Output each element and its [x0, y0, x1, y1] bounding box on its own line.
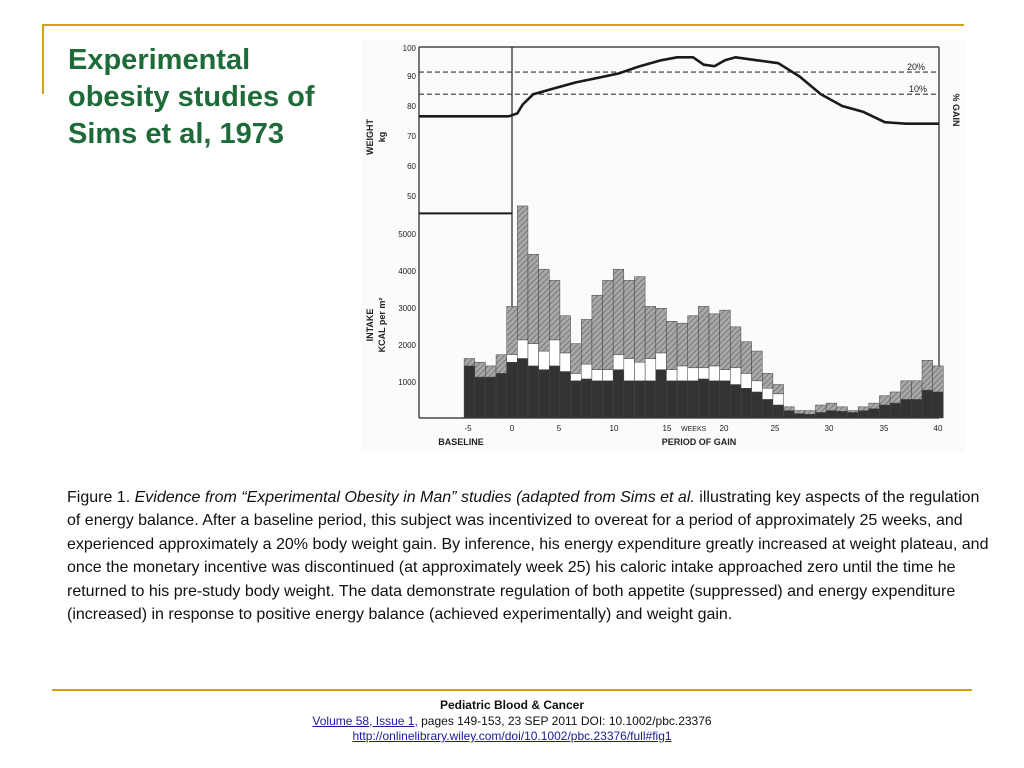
intake-bar-dark: [869, 409, 880, 418]
ref-line-20-label: 20%: [907, 62, 926, 72]
intake-bar-white: [762, 388, 773, 399]
intake-bar-dark: [698, 379, 709, 418]
intake-bar-white: [709, 366, 720, 381]
intake-bar-dark: [922, 390, 933, 418]
url-line: [262, 729, 762, 745]
x-tick-35: 35: [879, 424, 889, 433]
intake-bar-dark: [762, 399, 773, 418]
x-ticks: [464, 424, 943, 433]
intake-bar-hatched: [869, 403, 880, 409]
intake-bar-hatched: [741, 342, 752, 374]
left-rule: [42, 24, 44, 94]
intake-bar-dark: [784, 411, 795, 418]
intake-bar-white: [741, 373, 752, 388]
intake-bar-hatched: [784, 407, 795, 411]
issue-details: pages 149-153, 23 SEP 2011 DOI: 10.1002/pbc.23376: [417, 713, 712, 728]
intake-bar-hatched: [794, 411, 805, 414]
intake-bar-hatched: [517, 206, 528, 340]
intake-bar-hatched: [666, 321, 677, 369]
intake-bar-hatched: [826, 403, 837, 410]
x-tick-25: 25: [770, 424, 780, 433]
x-tick-5: 5: [556, 424, 562, 433]
intake-bar-dark: [539, 370, 550, 418]
intake-bar-hatched: [656, 308, 667, 353]
intake-bar-dark: [879, 405, 890, 418]
sims-chart: [361, 40, 965, 452]
intake-bar-white: [698, 368, 709, 379]
intake-bar-dark: [464, 366, 475, 418]
pct-gain-label: % GAIN: [951, 93, 961, 127]
intake-bar-hatched: [571, 344, 582, 374]
x-tick-40: 40: [933, 424, 943, 433]
weight-tick-100: 100: [402, 44, 416, 53]
intake-bar-hatched: [688, 316, 699, 368]
intake-bar-dark: [688, 381, 699, 418]
intake-bar-hatched: [539, 269, 550, 351]
x-tick-15: 15: [662, 424, 672, 433]
weight-tick-70: 70: [407, 132, 416, 141]
intake-bar-dark: [560, 372, 571, 419]
intake-bar-hatched: [581, 319, 592, 364]
intake-bar-dark: [773, 405, 784, 418]
weight-y-ticks: [403, 44, 417, 201]
intake-bar-white: [571, 373, 582, 380]
baseline-label: BASELINE: [438, 437, 484, 447]
intake-bar-hatched: [549, 280, 560, 340]
intake-axis-unit: KCAL per m²: [377, 297, 387, 353]
x-tick-30: 30: [824, 424, 834, 433]
intake-bar-white: [730, 368, 741, 385]
intake-bar-dark: [826, 411, 837, 418]
intake-bar-white: [635, 362, 646, 381]
intake-bar-hatched: [475, 362, 486, 377]
intake-bar-hatched: [922, 360, 933, 390]
intake-bar-hatched: [698, 306, 709, 367]
ref-line-10-label: 10%: [909, 84, 928, 94]
intake-bar-white: [624, 358, 635, 380]
intake-bar-hatched: [464, 358, 475, 365]
intake-bar-dark: [720, 381, 731, 418]
intake-bar-hatched: [933, 366, 944, 392]
intake-bar-dark: [794, 414, 805, 418]
intake-bar-dark: [848, 412, 859, 418]
intake-bar-dark: [571, 381, 582, 418]
intake-bar-hatched: [496, 355, 507, 374]
intake-bar-hatched: [911, 381, 922, 400]
intake-bar-hatched: [858, 407, 869, 411]
intake-bar-hatched: [720, 310, 731, 370]
intake-bar-hatched: [773, 385, 784, 394]
weight-axis-unit: kg: [377, 131, 387, 143]
x-tick-20: 20: [719, 424, 729, 433]
x-tick-0: 0: [509, 424, 515, 433]
intake-bar-white: [560, 353, 571, 372]
weight-curve: [419, 57, 939, 213]
intake-bar-dark: [816, 412, 827, 418]
intake-bar-hatched: [635, 277, 646, 363]
intake-bar-dark: [911, 399, 922, 418]
intake-bar-hatched: [730, 327, 741, 368]
intake-bar-dark: [635, 381, 646, 418]
issue-line: [262, 714, 762, 730]
intake-y-ticks: [398, 230, 416, 387]
caption-italic-title: Evidence from “Experimental Obesity in Man” studies (adapted from Sims et al.: [134, 489, 695, 506]
intake-bar-dark: [752, 392, 763, 418]
intake-bar-white: [677, 366, 688, 381]
intake-bar-white: [752, 381, 763, 392]
intake-bar-white: [688, 368, 699, 381]
intake-bar-white: [773, 394, 784, 405]
intake-bar-hatched: [752, 351, 763, 381]
intake-bar-dark: [507, 362, 518, 418]
intake-bar-dark: [709, 381, 720, 418]
intake-bar-hatched: [709, 314, 720, 366]
intake-bar-dark: [485, 377, 496, 418]
figure-caption: [67, 486, 992, 626]
intake-bar-hatched: [901, 381, 912, 400]
intake-bar-dark: [837, 411, 848, 418]
intake-bar-dark: [624, 381, 635, 418]
period-of-gain-label: PERIOD OF GAIN: [661, 437, 737, 447]
caption-body: illustrating key aspects of the regulation of energy balance. After a baseline period, this subject was incentivized to overeat for a period of approximately 25 weeks, and experienced approximately a 20% body weight gain. By inference, his energy expenditure greatly increased at weight plateau, and once the monetary incentive was discontinued (at approximately week 25) his caloric intake approached zero until the time he returned to his pre-study body weight. The data demonstrate regulation of both appetite (suppressed) and energy expenditure (increased) in response to positive energy balance (achieved experimentally) and weight gain.: [67, 489, 989, 624]
intake-bar-hatched: [837, 407, 848, 411]
intake-bar-white: [603, 370, 614, 381]
intake-bar-dark: [666, 381, 677, 418]
intake-bar-dark: [656, 370, 667, 418]
intake-bar-dark: [933, 392, 944, 418]
intake-bar-hatched: [624, 280, 635, 358]
intake-bar-dark: [890, 403, 901, 418]
slide-title: Experimental obesity studies of Sims et al, 1973: [68, 44, 315, 150]
intake-tick-4000: 4000: [398, 267, 416, 276]
intake-axis-title: INTAKE: [365, 308, 375, 342]
x-tick-10: 10: [609, 424, 619, 433]
x-tick-minus5: -5: [464, 424, 472, 433]
intake-bar-hatched: [592, 295, 603, 369]
intake-bar-white: [517, 340, 528, 359]
intake-bar-white: [528, 344, 539, 366]
x-weeks-label: WEEKS: [681, 426, 707, 433]
bottom-rule: [52, 689, 972, 691]
intake-bar-hatched: [677, 323, 688, 366]
intake-bar-white: [645, 358, 656, 380]
intake-tick-1000: 1000: [398, 378, 416, 387]
intake-bar-hatched: [848, 411, 859, 413]
intake-bar-dark: [549, 366, 560, 418]
intake-bar-hatched: [890, 392, 901, 403]
intake-bar-white: [613, 355, 624, 370]
intake-bar-white: [592, 370, 603, 381]
intake-bar-hatched: [507, 306, 518, 354]
intake-bar-hatched: [805, 411, 816, 415]
weight-tick-50: 50: [407, 192, 416, 201]
intake-bar-hatched: [879, 396, 890, 405]
intake-bar-dark: [613, 370, 624, 418]
intake-bar-dark: [592, 381, 603, 418]
intake-bars: [464, 206, 943, 418]
intake-bar-dark: [581, 379, 592, 418]
intake-bar-white: [549, 340, 560, 366]
intake-tick-3000: 3000: [398, 304, 416, 313]
intake-bar-dark: [858, 411, 869, 418]
intake-bar-dark: [741, 388, 752, 418]
intake-bar-dark: [901, 399, 912, 418]
intake-bar-hatched: [560, 316, 571, 353]
intake-bar-white: [581, 364, 592, 379]
intake-bar-hatched: [485, 366, 496, 377]
weight-line: [419, 57, 939, 123]
intake-bar-hatched: [762, 373, 773, 388]
intake-bar-dark: [496, 373, 507, 418]
intake-bar-white: [539, 351, 550, 370]
intake-bar-white: [720, 370, 731, 381]
weight-axis-title: WEIGHT: [365, 119, 375, 155]
weight-tick-60: 60: [407, 162, 416, 171]
intake-bar-dark: [805, 414, 816, 418]
intake-bar-white: [666, 370, 677, 381]
intake-bar-dark: [475, 377, 486, 418]
intake-tick-2000: 2000: [398, 341, 416, 350]
intake-bar-dark: [730, 385, 741, 418]
caption-figure-label: Figure 1.: [67, 489, 135, 506]
intake-bar-dark: [603, 381, 614, 418]
weight-tick-90: 90: [407, 72, 416, 81]
weight-tick-80: 80: [407, 102, 416, 111]
intake-bar-white: [656, 353, 667, 370]
journal-name: Pediatric Blood & Cancer: [439, 698, 585, 712]
article-url-link[interactable]: http://onlinelibrary.wiley.com/doi/10.1002/pbc.23376/full#fig1: [352, 729, 672, 743]
sims-figure: [361, 40, 965, 452]
intake-bar-hatched: [816, 405, 827, 412]
intake-bar-dark: [528, 366, 539, 418]
intake-bar-dark: [645, 381, 656, 418]
intake-bar-dark: [517, 358, 528, 418]
intake-bar-hatched: [603, 280, 614, 369]
citation-footer: [262, 698, 762, 745]
issue-link[interactable]: Volume 58, Issue 1,: [312, 713, 418, 728]
intake-bar-hatched: [528, 254, 539, 343]
intake-bar-hatched: [645, 306, 656, 358]
intake-tick-5000: 5000: [398, 230, 416, 239]
intake-bar-hatched: [613, 269, 624, 355]
intake-bar-white: [507, 355, 518, 362]
top-rule: [42, 24, 964, 26]
intake-bar-dark: [677, 381, 688, 418]
